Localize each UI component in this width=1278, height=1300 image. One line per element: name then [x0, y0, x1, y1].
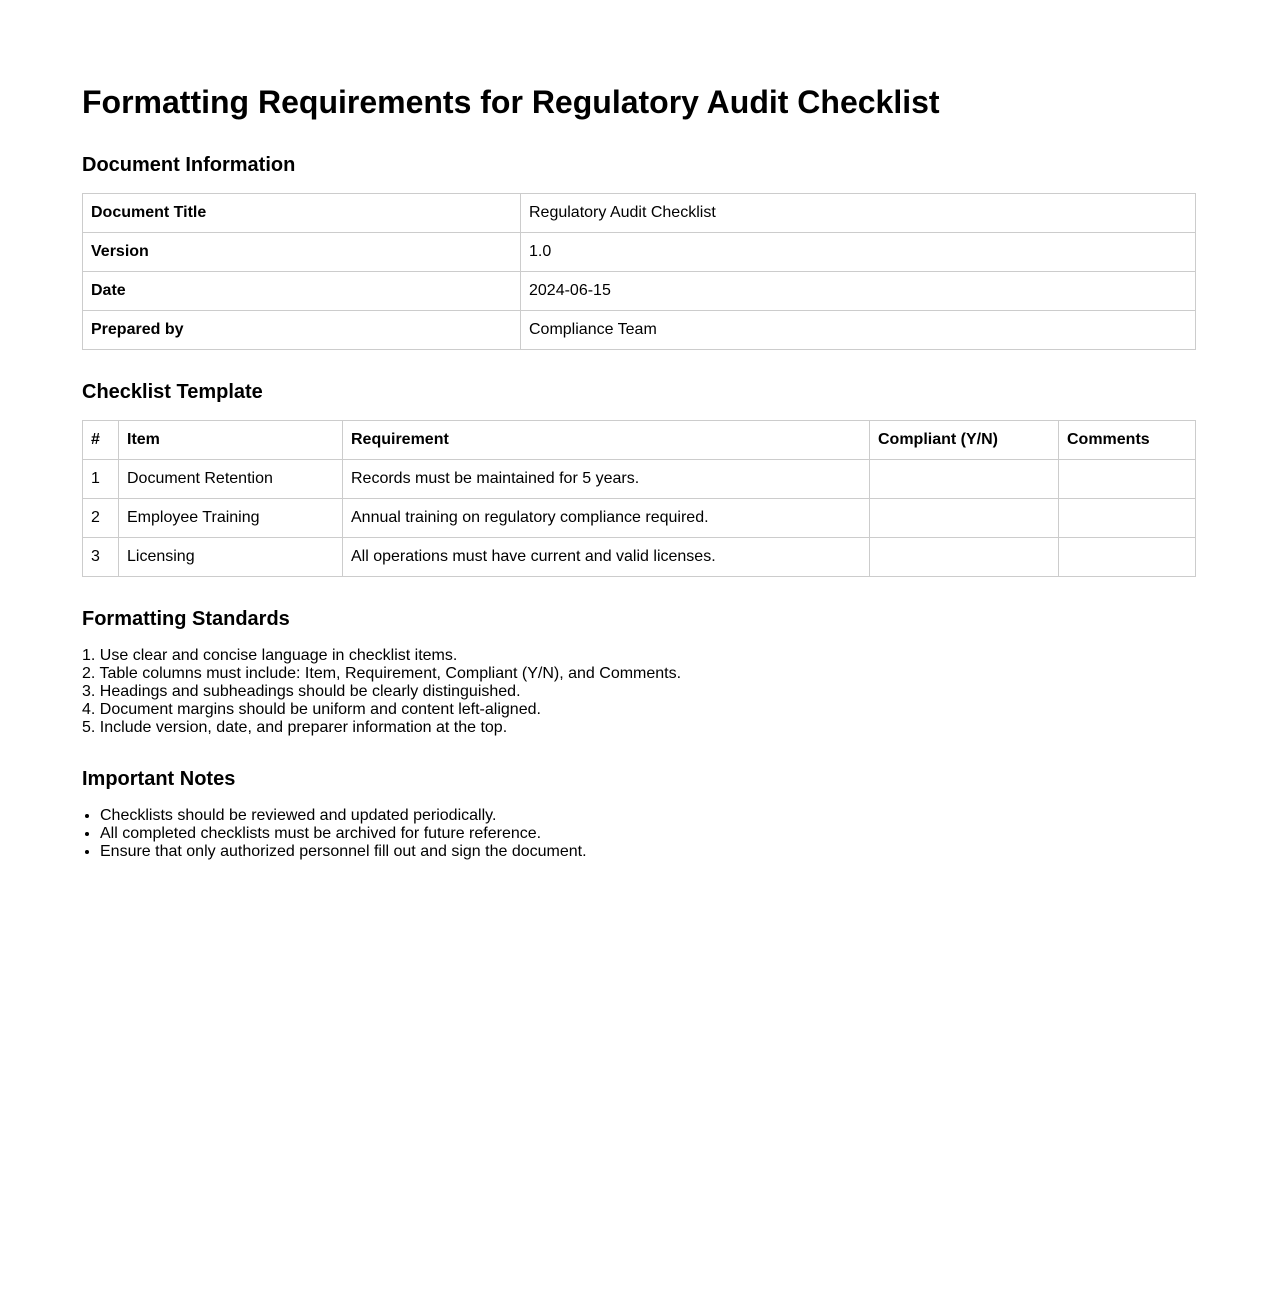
table-row	[83, 538, 1196, 577]
list-item: 5. Include version, date, and preparer information at the top.	[82, 719, 508, 736]
row-comments-cell[interactable]	[1059, 538, 1196, 577]
list-item: 3. Headings and subheadings should be clearly distinguished.	[82, 683, 521, 700]
important-notes-heading: Important Notes	[82, 768, 236, 790]
formatting-standards-list	[82, 647, 1196, 737]
info-row-date	[83, 272, 1196, 311]
list-item: 1. Use clear and concise language in checklist items.	[82, 647, 458, 664]
info-value: 1.0	[521, 233, 1196, 272]
page-title: Formatting Requirements for Regulatory Audit Checklist	[82, 84, 940, 120]
info-label: Prepared by	[83, 311, 521, 350]
info-label: Version	[83, 233, 521, 272]
info-value: Compliance Team	[521, 311, 1196, 350]
info-label: Document Title	[83, 194, 521, 233]
list-item: 4. Document margins should be uniform and content left-aligned.	[82, 701, 541, 718]
important-notes-list	[82, 807, 1196, 861]
column-header-number: #	[83, 421, 119, 460]
row-item: Licensing	[119, 538, 343, 577]
row-comments-cell[interactable]	[1059, 460, 1196, 499]
row-item: Employee Training	[119, 499, 343, 538]
info-label: Date	[83, 272, 521, 311]
row-number: 1	[83, 460, 119, 499]
row-requirement: Annual training on regulatory compliance required.	[343, 499, 870, 538]
column-header-compliant: Compliant (Y/N)	[870, 421, 1059, 460]
info-value: 2024-06-15	[521, 272, 1196, 311]
row-number: 2	[83, 499, 119, 538]
document-information-heading: Document Information	[82, 154, 296, 176]
checklist-template-heading: Checklist Template	[82, 381, 263, 403]
row-comments-cell[interactable]	[1059, 499, 1196, 538]
checklist-table	[82, 420, 1196, 577]
column-header-requirement: Requirement	[343, 421, 870, 460]
column-header-item: Item	[119, 421, 343, 460]
row-requirement: Records must be maintained for 5 years.	[343, 460, 870, 499]
checklist-header-row	[83, 421, 1196, 460]
list-item: • Checklists should be reviewed and updated periodically.	[100, 807, 1196, 825]
row-requirement: All operations must have current and valid licenses.	[343, 538, 870, 577]
row-item: Document Retention	[119, 460, 343, 499]
info-row-version	[83, 233, 1196, 272]
list-item: 2. Table columns must include: Item, Requirement, Compliant (Y/N), and Comments.	[82, 665, 682, 682]
info-value: Regulatory Audit Checklist	[521, 194, 1196, 233]
formatting-standards-heading: Formatting Standards	[82, 608, 290, 630]
row-compliant-cell[interactable]	[870, 499, 1059, 538]
info-row-prepared-by	[83, 311, 1196, 350]
table-row	[83, 460, 1196, 499]
row-compliant-cell[interactable]	[870, 460, 1059, 499]
row-compliant-cell[interactable]	[870, 538, 1059, 577]
list-item: • Ensure that only authorized personnel fill out and sign the document.	[100, 843, 1196, 861]
column-header-comments: Comments	[1059, 421, 1196, 460]
info-row-document-title	[83, 194, 1196, 233]
document-information-table	[82, 193, 1196, 350]
list-item: • All completed checklists must be archived for future reference.	[100, 825, 1196, 843]
table-row	[83, 499, 1196, 538]
row-number: 3	[83, 538, 119, 577]
